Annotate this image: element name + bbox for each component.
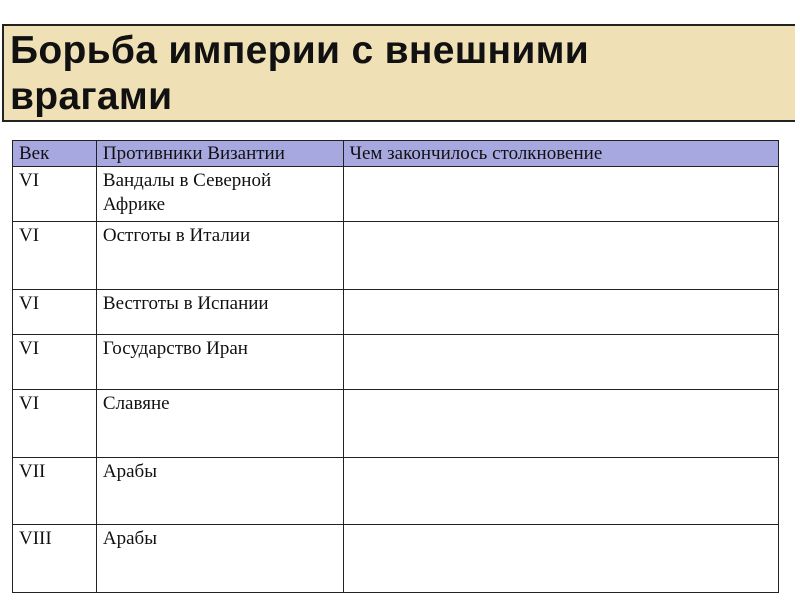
century-cell: VI bbox=[13, 335, 97, 390]
header-outcome: Чем закончилось столкновение bbox=[343, 141, 778, 167]
enemies-table bbox=[12, 140, 779, 593]
century-cell: VI bbox=[13, 222, 97, 290]
outcome-cell[interactable] bbox=[343, 335, 778, 390]
outcome-cell[interactable] bbox=[343, 290, 778, 335]
outcome-cell[interactable] bbox=[343, 390, 778, 458]
table-row bbox=[13, 167, 779, 222]
opponent-cell: Вандалы в Северной Африке bbox=[96, 167, 343, 222]
table-row bbox=[13, 458, 779, 525]
opponent-cell: Арабы bbox=[96, 525, 343, 593]
table-row bbox=[13, 525, 779, 593]
century-cell: VI bbox=[13, 167, 97, 222]
title-banner bbox=[2, 24, 795, 122]
outcome-cell[interactable] bbox=[343, 525, 778, 593]
opponent-cell: Славяне bbox=[96, 390, 343, 458]
table-row bbox=[13, 390, 779, 458]
header-century: Век bbox=[13, 141, 97, 167]
opponent-cell: Вестготы в Испании bbox=[96, 290, 343, 335]
page-title bbox=[10, 28, 795, 120]
outcome-cell[interactable] bbox=[343, 167, 778, 222]
century-cell: VI bbox=[13, 390, 97, 458]
opponent-cell: Государство Иран bbox=[96, 335, 343, 390]
table-row bbox=[13, 222, 779, 290]
header-opponents: Противники Византии bbox=[96, 141, 343, 167]
opponent-cell: Остготы в Италии bbox=[96, 222, 343, 290]
page-title-line-2: врагами bbox=[10, 75, 173, 118]
century-cell: VI bbox=[13, 290, 97, 335]
table-header-row bbox=[13, 141, 779, 167]
opponent-cell: Арабы bbox=[96, 458, 343, 525]
table-row bbox=[13, 290, 779, 335]
table-row bbox=[13, 335, 779, 390]
page-title-line-1: Борьба империи с внешними bbox=[10, 29, 590, 72]
century-cell: VIII bbox=[13, 525, 97, 593]
century-cell: VII bbox=[13, 458, 97, 525]
outcome-cell[interactable] bbox=[343, 458, 778, 525]
outcome-cell[interactable] bbox=[343, 222, 778, 290]
